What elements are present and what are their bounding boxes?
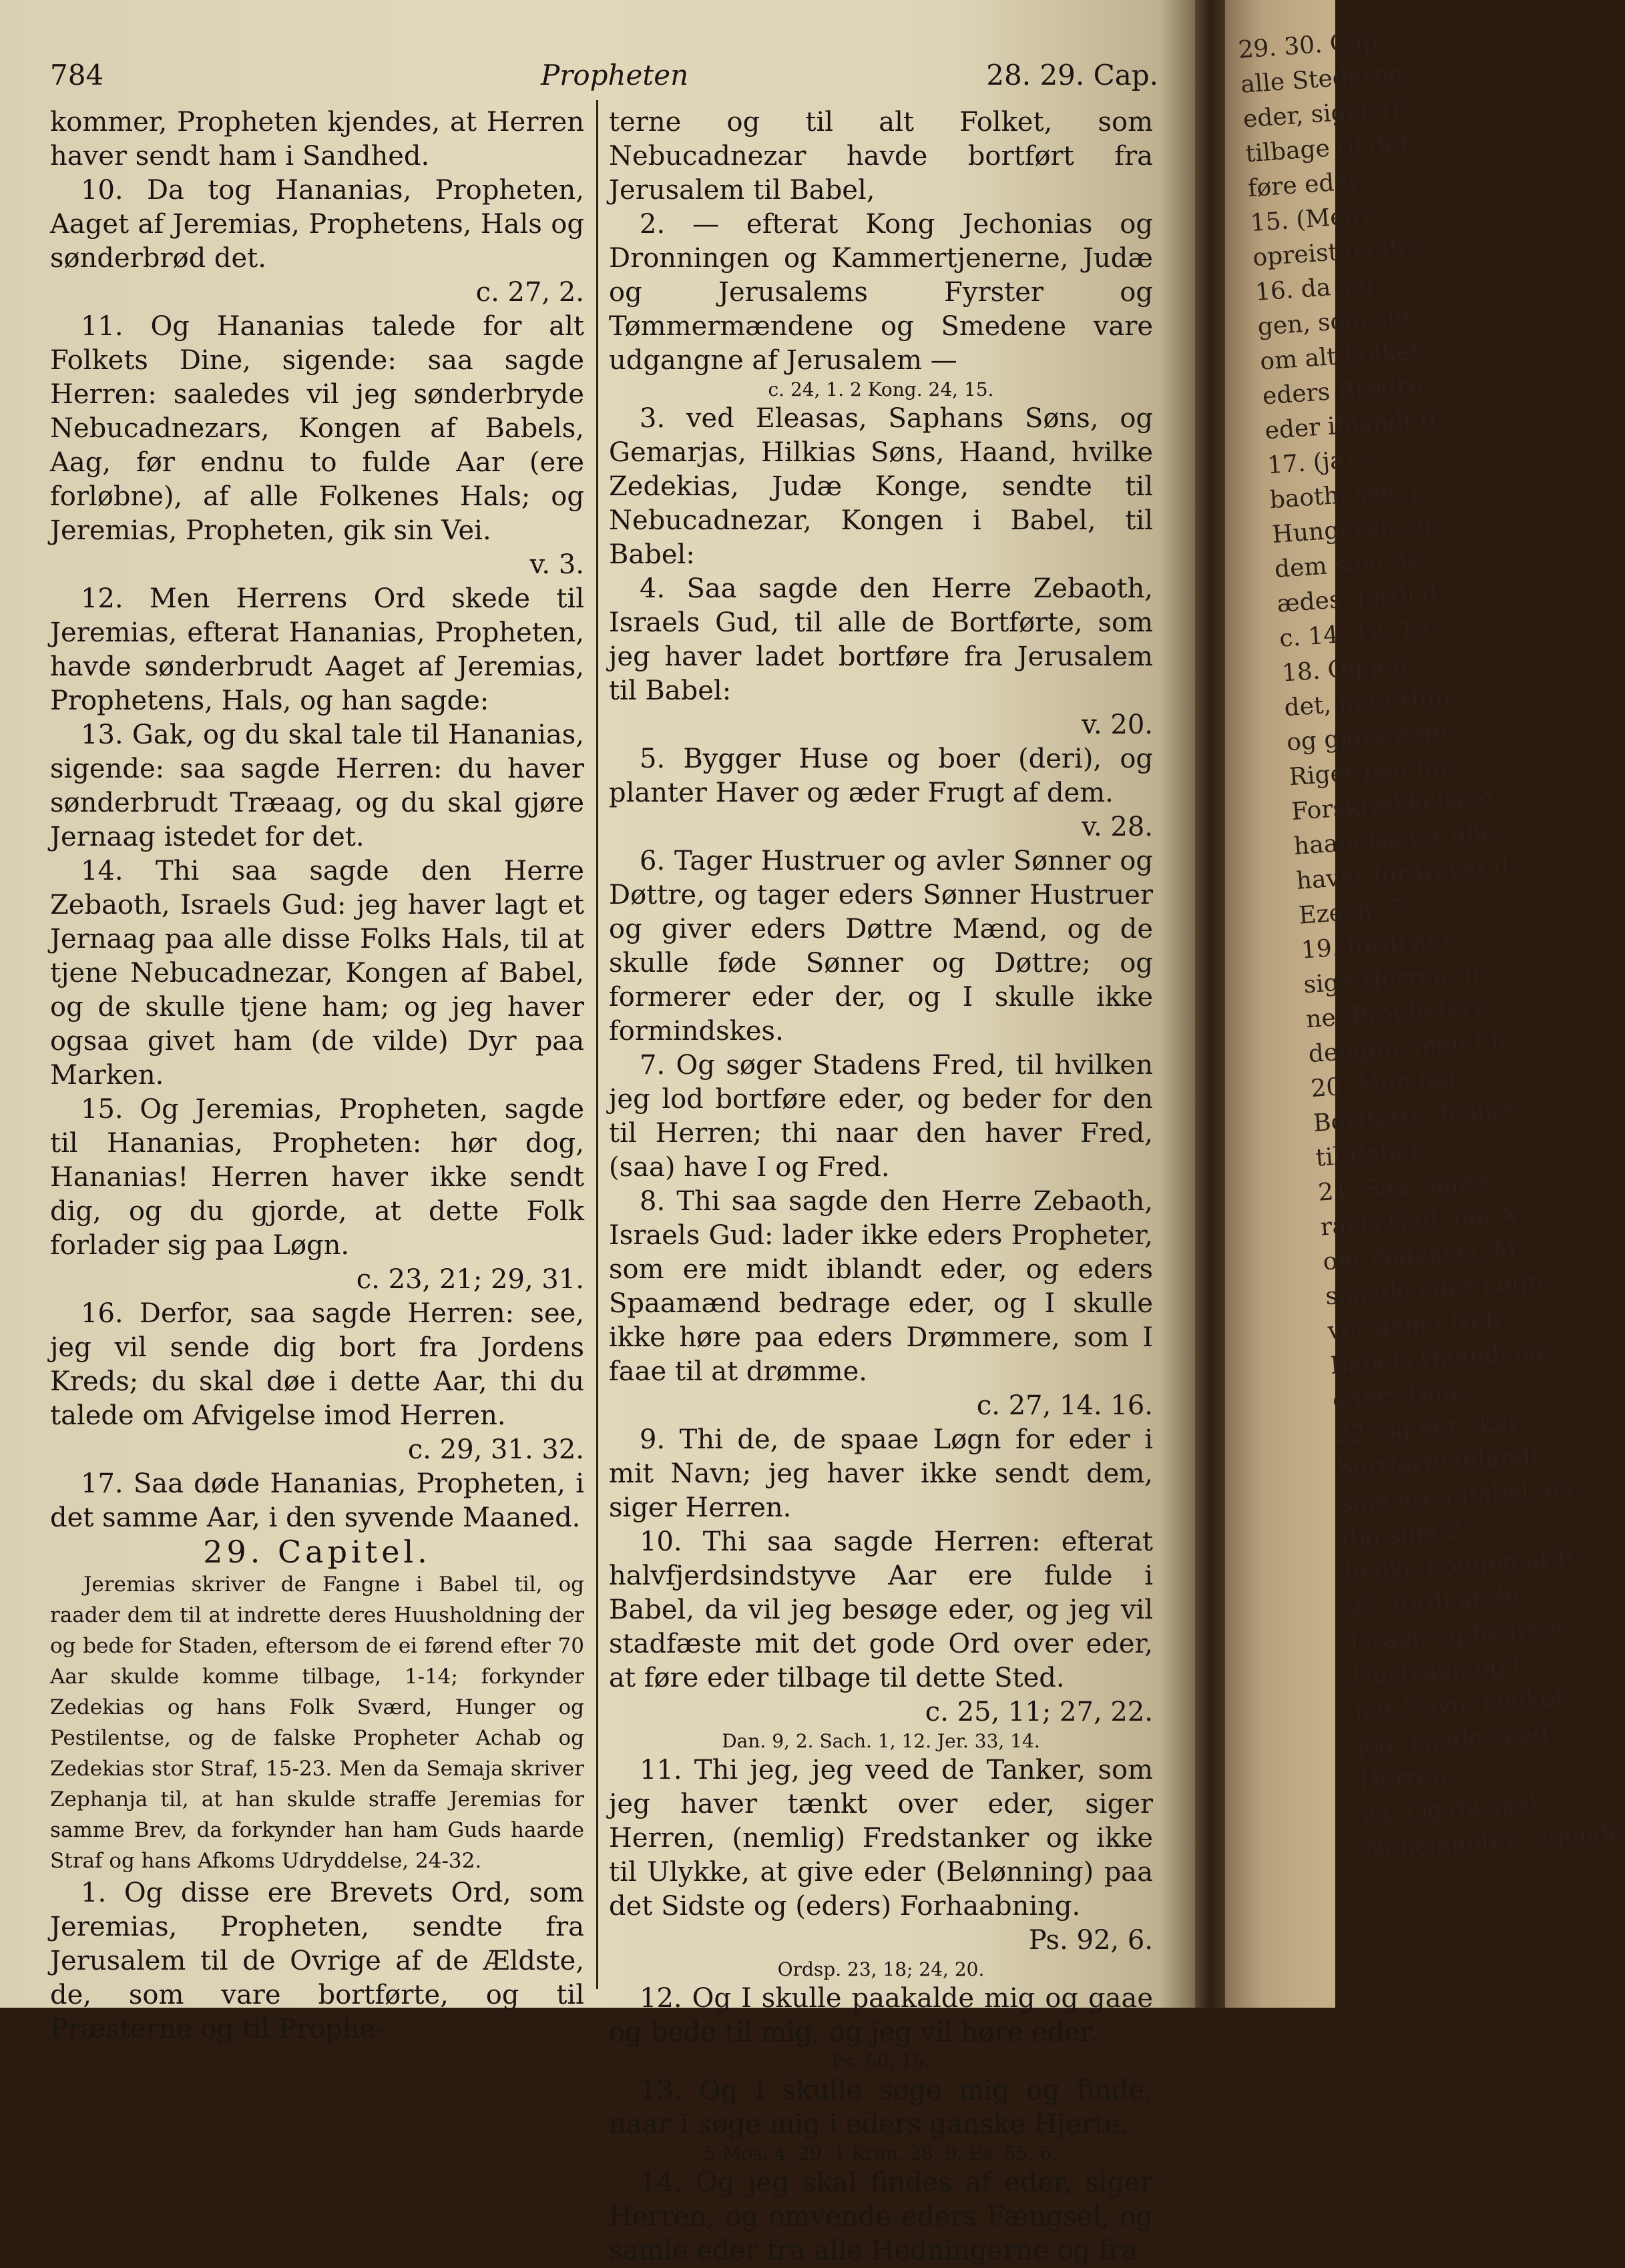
verse-text: terne og til alt Folket, som Nebucadnezar havde bortført fra Jerusalem til Babel, bbox=[609, 107, 1153, 206]
adjacent-page-line: om Zedekias, M bbox=[1322, 1235, 1518, 1276]
cross-reference: v. 28. bbox=[1082, 812, 1153, 842]
adjacent-page-line: til Babel: bbox=[1315, 1137, 1427, 1172]
adjacent-page-line: bortførte iblandt bbox=[1337, 1442, 1542, 1484]
cross-reference: c. 23, 21; 29, 31. bbox=[356, 1264, 584, 1295]
verse-text: 9. Thi de, de spaae Løgn for eder i mit Navn; jeg haver ikke sendt dem, siger Herren. bbox=[609, 1424, 1153, 1523]
cross-reference: Ordsp. 23, 18; 24, 20. bbox=[777, 1958, 985, 1980]
adjacent-page-line: eder, siger H bbox=[1242, 95, 1402, 133]
adjacent-page-line: 17. (ja) s bbox=[1266, 445, 1375, 480]
adjacent-page-line: eders Dine, bbox=[1331, 1377, 1473, 1414]
page-number: 784 bbox=[50, 59, 104, 91]
adjacent-page-line: ædes, fordi d bbox=[1276, 579, 1439, 618]
cross-reference: Ps. 92, 6. bbox=[1028, 1925, 1153, 1956]
cross-reference: c. 27, 14. 16. bbox=[976, 1390, 1153, 1421]
adjacent-page-line: Riger paa Jor bbox=[1288, 752, 1452, 792]
adjacent-page-line: Babels Haand, og bbox=[1329, 1337, 1546, 1380]
verse-text: 8. Thi saa sagde den Herre Zebaoth, Israels Gud: lader ikke eders Propheter, som ere midt iblandt eder, og eders Spaamænd bedrage eder, og I skulle ikke høre paa eders Drømmere, som I faae til at drømme. bbox=[609, 1186, 1153, 1387]
verse-text: 16. Derfor, saa sagde Herren: see, jeg vil sende dig bort fra Jordens Kreds; du skal døe i dette Aar, thi du talede om Afvigelse imod Herren. bbox=[50, 1298, 584, 1431]
adjacent-page-line: eders Brødre, bbox=[1261, 371, 1431, 410]
cross-reference: Ps. 50, 15. bbox=[831, 2050, 931, 2072]
adjacent-page-line: dem som de bbox=[1273, 545, 1423, 583]
book-gutter bbox=[1195, 0, 1225, 2008]
verse-text: 13. Gak, og du skal tale til Hananias, sigende: saa sagde Herren: du haver sønderbrudt Træaag, og du skal gjøre Jernaag istedet for det. bbox=[50, 720, 584, 852]
cross-reference: v. 20. bbox=[1082, 710, 1153, 740]
verse-text: 4. Saa sagde den Herre Zebaoth, Israels Gud, til alle de Bortførte, som jeg haver ladet bortføre fra Jerusalem til Babel: bbox=[609, 573, 1153, 706]
adjacent-page-line: haanelse for alle bbox=[1293, 818, 1497, 860]
adjacent-page-line: baoth: see, j bbox=[1268, 476, 1419, 515]
adjacent-page-line: opreist os Pro bbox=[1252, 232, 1423, 272]
adjacent-page-line: 20. Men hør bbox=[1310, 1065, 1461, 1103]
adjacent-page-line: dig som Z bbox=[1341, 1516, 1463, 1553]
adjacent-page-line: raels Gud, om A bbox=[1319, 1200, 1517, 1241]
adjacent-page-line: alle Stederne, bbox=[1239, 59, 1412, 99]
verse-text: 5. Bygger Huse og boer (deri), og planter Haver og æder Frugt af dem. bbox=[609, 744, 1153, 808]
adjacent-page-line: og gjøre dem bbox=[1285, 718, 1448, 757]
adjacent-page-line: ne, Prophetern bbox=[1305, 993, 1490, 1034]
verse-text: 10. Thi saa sagde Herren: efterat halvfjerdsindstyve Aar ere fulde i Babel, da vil jeg besøge eder, og jeg vil stadfæste mit det gode Ord over eder, at føre eder tilbage til dette Sted. bbox=[609, 1526, 1153, 1693]
verse-text: 11. Thi jeg, jeg veed de Tanker, som jeg haver tænkt over eder, siger Herren, (nemlig) Fredstanker og ikke til Ulykke, at give eder (Belønning) paa det Sidste og (eders) Forhaabning. bbox=[609, 1755, 1153, 1922]
verse-text: 13. Og I skulle søge mig og finde, naar I søge mig i eders ganske Hjerte. bbox=[609, 2075, 1153, 2140]
adjacent-page-line: jeg; baade veed bbox=[1356, 1719, 1550, 1761]
left-column bbox=[50, 105, 584, 2046]
adjacent-page-line: det, med Hun bbox=[1283, 683, 1451, 722]
right-column bbox=[609, 105, 1153, 2268]
running-header bbox=[50, 59, 1158, 99]
adjacent-page-line: Forskrækkelse o bbox=[1291, 784, 1494, 826]
adjacent-page-line: eder iblandt d bbox=[1264, 405, 1437, 445]
chapter-reference: 28. 29. Cap. bbox=[986, 59, 1158, 91]
verse-text: 15. Og Jeremias, Propheten, sagde til Hananias, Propheten: hør dog, Hananias! Herren haver ikke sendt dig, og du gjorde, at dette Folk forlader sig paa Løgn. bbox=[50, 1094, 584, 1261]
adjacent-page-line: tilbage til det bbox=[1244, 129, 1411, 168]
chapter-summary: Jeremias skriver de Fangne i Babel til, og raader dem til at indrette deres Huusholdning der og bede for Staden, eftersom de ei førend efter 70 Aar skulde komme tilbage, 1-14; forkynder Zedekias og hans Folk Sværd, Hunger og Pestilentse, og de falske Propheter Achab og Zedekias stor Straf, 15-23. Men da Semaja skriver Zephanja til, at han skulde straffe Jeremias for samme Brev, da forkynder han ham Guds haarde Straf og hans Afkoms Udryddelse, 24-32. bbox=[50, 1573, 584, 1873]
cross-reference: c. 25, 11; 27, 22. bbox=[925, 1697, 1153, 1727]
adjacent-page-line: 22. og der skal bbox=[1334, 1409, 1517, 1449]
adjacent-page-line: føre eder. bbox=[1246, 167, 1366, 203]
verse-text: 11. Og Hananias talede for alt Folkets Dine, sigende: saa sagde Herren: saaledes vil jeg sønderbryde Nebucadnezars, Kongen af Babels, Aag, før endnu to fulde Aar (ere forløbne), af alle Folkenes Hals; og Jeremias, Propheten, gik sin Vei. bbox=[50, 311, 584, 546]
chapter-title: 29. Capitel. bbox=[203, 1534, 431, 1570]
verse-text: 10. Da tog Hananias, Propheten, Aaget af Jeremias, Prophetens, Hals og sønderbrød det. bbox=[50, 175, 584, 274]
adjacent-page-line: 23. fordi at de bbox=[1346, 1583, 1521, 1623]
adjacent-page-line: 15. (Men) bbox=[1249, 201, 1371, 238]
cross-reference: c. 29, 31. 32. bbox=[407, 1434, 584, 1465]
adjacent-page-line: haver fordrevet d bbox=[1295, 852, 1510, 895]
adjacent-page-line: 21. Saa sagde bbox=[1317, 1167, 1489, 1207]
adjacent-page-text bbox=[1237, 21, 1625, 1868]
adjacent-page-line: Israel, og bedreve bbox=[1349, 1614, 1572, 1657]
column-divider bbox=[596, 100, 598, 1989]
verse-text: kommer, Propheten kjendes, at Herren haver sendt ham i Sandhed. bbox=[50, 107, 584, 172]
verse-text: 12. Og I skulle paakalde mig og gaae og bede til mig, og jeg vil høre eder. bbox=[609, 1983, 1153, 2048]
adjacent-page-line: spaade eder Løgn bbox=[1324, 1267, 1544, 1311]
adjacent-page-line: gen, som sid bbox=[1256, 302, 1411, 341]
adjacent-page-line: om alt Folket bbox=[1258, 337, 1421, 376]
adjacent-page-line: Hustruer, og t bbox=[1351, 1652, 1524, 1691]
verse-text: 1. Og disse ere Brevets Ord, som Jeremias, Propheten, sendte fra Jerusalem til de Ovrige af de Ældste, de, som vare bortførte, og til Præsterne og til Prophe- bbox=[50, 1878, 584, 2044]
cross-reference: v. 3. bbox=[529, 549, 584, 580]
cross-reference: 5 Mos. 4, 29. 1 Krøn. 28, 9. Es. 55, 6. bbox=[704, 2143, 1058, 2165]
adjacent-page-line: Bortførte, hvilke bbox=[1312, 1096, 1515, 1137]
adjacent-page-line: c. 14, 12. 18 bbox=[1279, 615, 1431, 653]
adjacent-page-line: sige Herren, h bbox=[1303, 959, 1480, 999]
adjacent-page-line: Nehelamiter, sigende bbox=[1363, 1819, 1625, 1865]
verse-text: 14. Thi saa sagde den Herre Zebaoth, Israels Gud: jeg haver lagt et Jernaag paa alle disse Folks Hals, til at tjene Nebucadnezar, Kongen af Babel, og de skulle tjene ham; og jeg haver ogsaa givet ham (de vilde) Dyr paa Marken. bbox=[50, 856, 584, 1091]
adjacent-page-line: Hungeren og bbox=[1271, 510, 1433, 549]
adjacent-page-line: 29. 30. Cap. bbox=[1237, 26, 1387, 64]
adjacent-page-line: som ere i Babel, en bbox=[1339, 1474, 1575, 1518]
cross-reference: Dan. 9, 2. Sach. 1, 12. Jer. 33, 14. bbox=[722, 1730, 1040, 1752]
adjacent-page-line: 16. da sig bbox=[1254, 270, 1375, 307]
adjacent-page-line: mit Navn, hvilket bbox=[1353, 1683, 1566, 1726]
adjacent-page-line: Herren. bbox=[1358, 1761, 1456, 1795]
verse-text: 12. Men Herrens Ord skede til Jeremias, efterat Hananias, Propheten, havde sønderbrudt Aaget af Jeremias, Prophetens, Hals, og han sagde: bbox=[50, 583, 584, 716]
verse-text: 17. Saa døde Hananias, Propheten, i det samme Aar, i den syvende Maaned. bbox=[50, 1468, 584, 1533]
adjacent-page-line: deligen, men I h bbox=[1307, 1027, 1507, 1069]
running-title: Propheten bbox=[541, 59, 689, 91]
adjacent-page-edge bbox=[1225, 0, 1625, 2008]
cross-reference: c. 24, 1. 2 Kong. 24, 15. bbox=[768, 378, 994, 400]
verse-text: 2. — efterat Kong Jechonias og Dronningen og Kammertjenerne, Judæ og Jerusalems Fyrster og Tømmermændene og Smedene vare udgangne af Jerusalem — bbox=[609, 209, 1153, 376]
adjacent-page-line: ver dem i Neb bbox=[1327, 1306, 1501, 1346]
verse-text: 7. Og søger Stadens Fred, til hvilken jeg lod bortføre eder, og beder for den til Herren; thi naar den haver Fred, (saa) have I og Fred. bbox=[609, 1050, 1153, 1183]
adjacent-page-line: hvilke Kongen af B bbox=[1343, 1544, 1575, 1588]
verse-text: 3. ved Eleasas, Saphans Søns, og Gemarjas, Hilkias Søns, Haand, hvilke Zedekias, Judæ Konge, sendte til Nebucadnezar, Kongen i Babel, til Babel: bbox=[609, 403, 1153, 570]
adjacent-page-line: 24. Og du skal bbox=[1361, 1790, 1539, 1830]
adjacent-page-line: 19. fordi at i bbox=[1300, 926, 1453, 964]
adjacent-page-line: 18. Og jeg bbox=[1281, 651, 1409, 687]
verse-text: 14. Og jeg skal findes af eder, siger Herren, og omvende eders Fængsel, og samle eder fra alle Hedningerne og fra bbox=[609, 2167, 1153, 2266]
cross-reference: c. 27, 2. bbox=[475, 277, 584, 308]
verse-text: 6. Tager Hustruer og avler Sønner og Døttre, og tager eders Sønner Hustruer og giver eders Døttre Mænd, og de skulle føde Sønner og Døttre; og formerer eder der, og I skulle ikke formindskes. bbox=[609, 846, 1153, 1047]
adjacent-page-line: Ezech. 5 bbox=[1298, 894, 1404, 930]
